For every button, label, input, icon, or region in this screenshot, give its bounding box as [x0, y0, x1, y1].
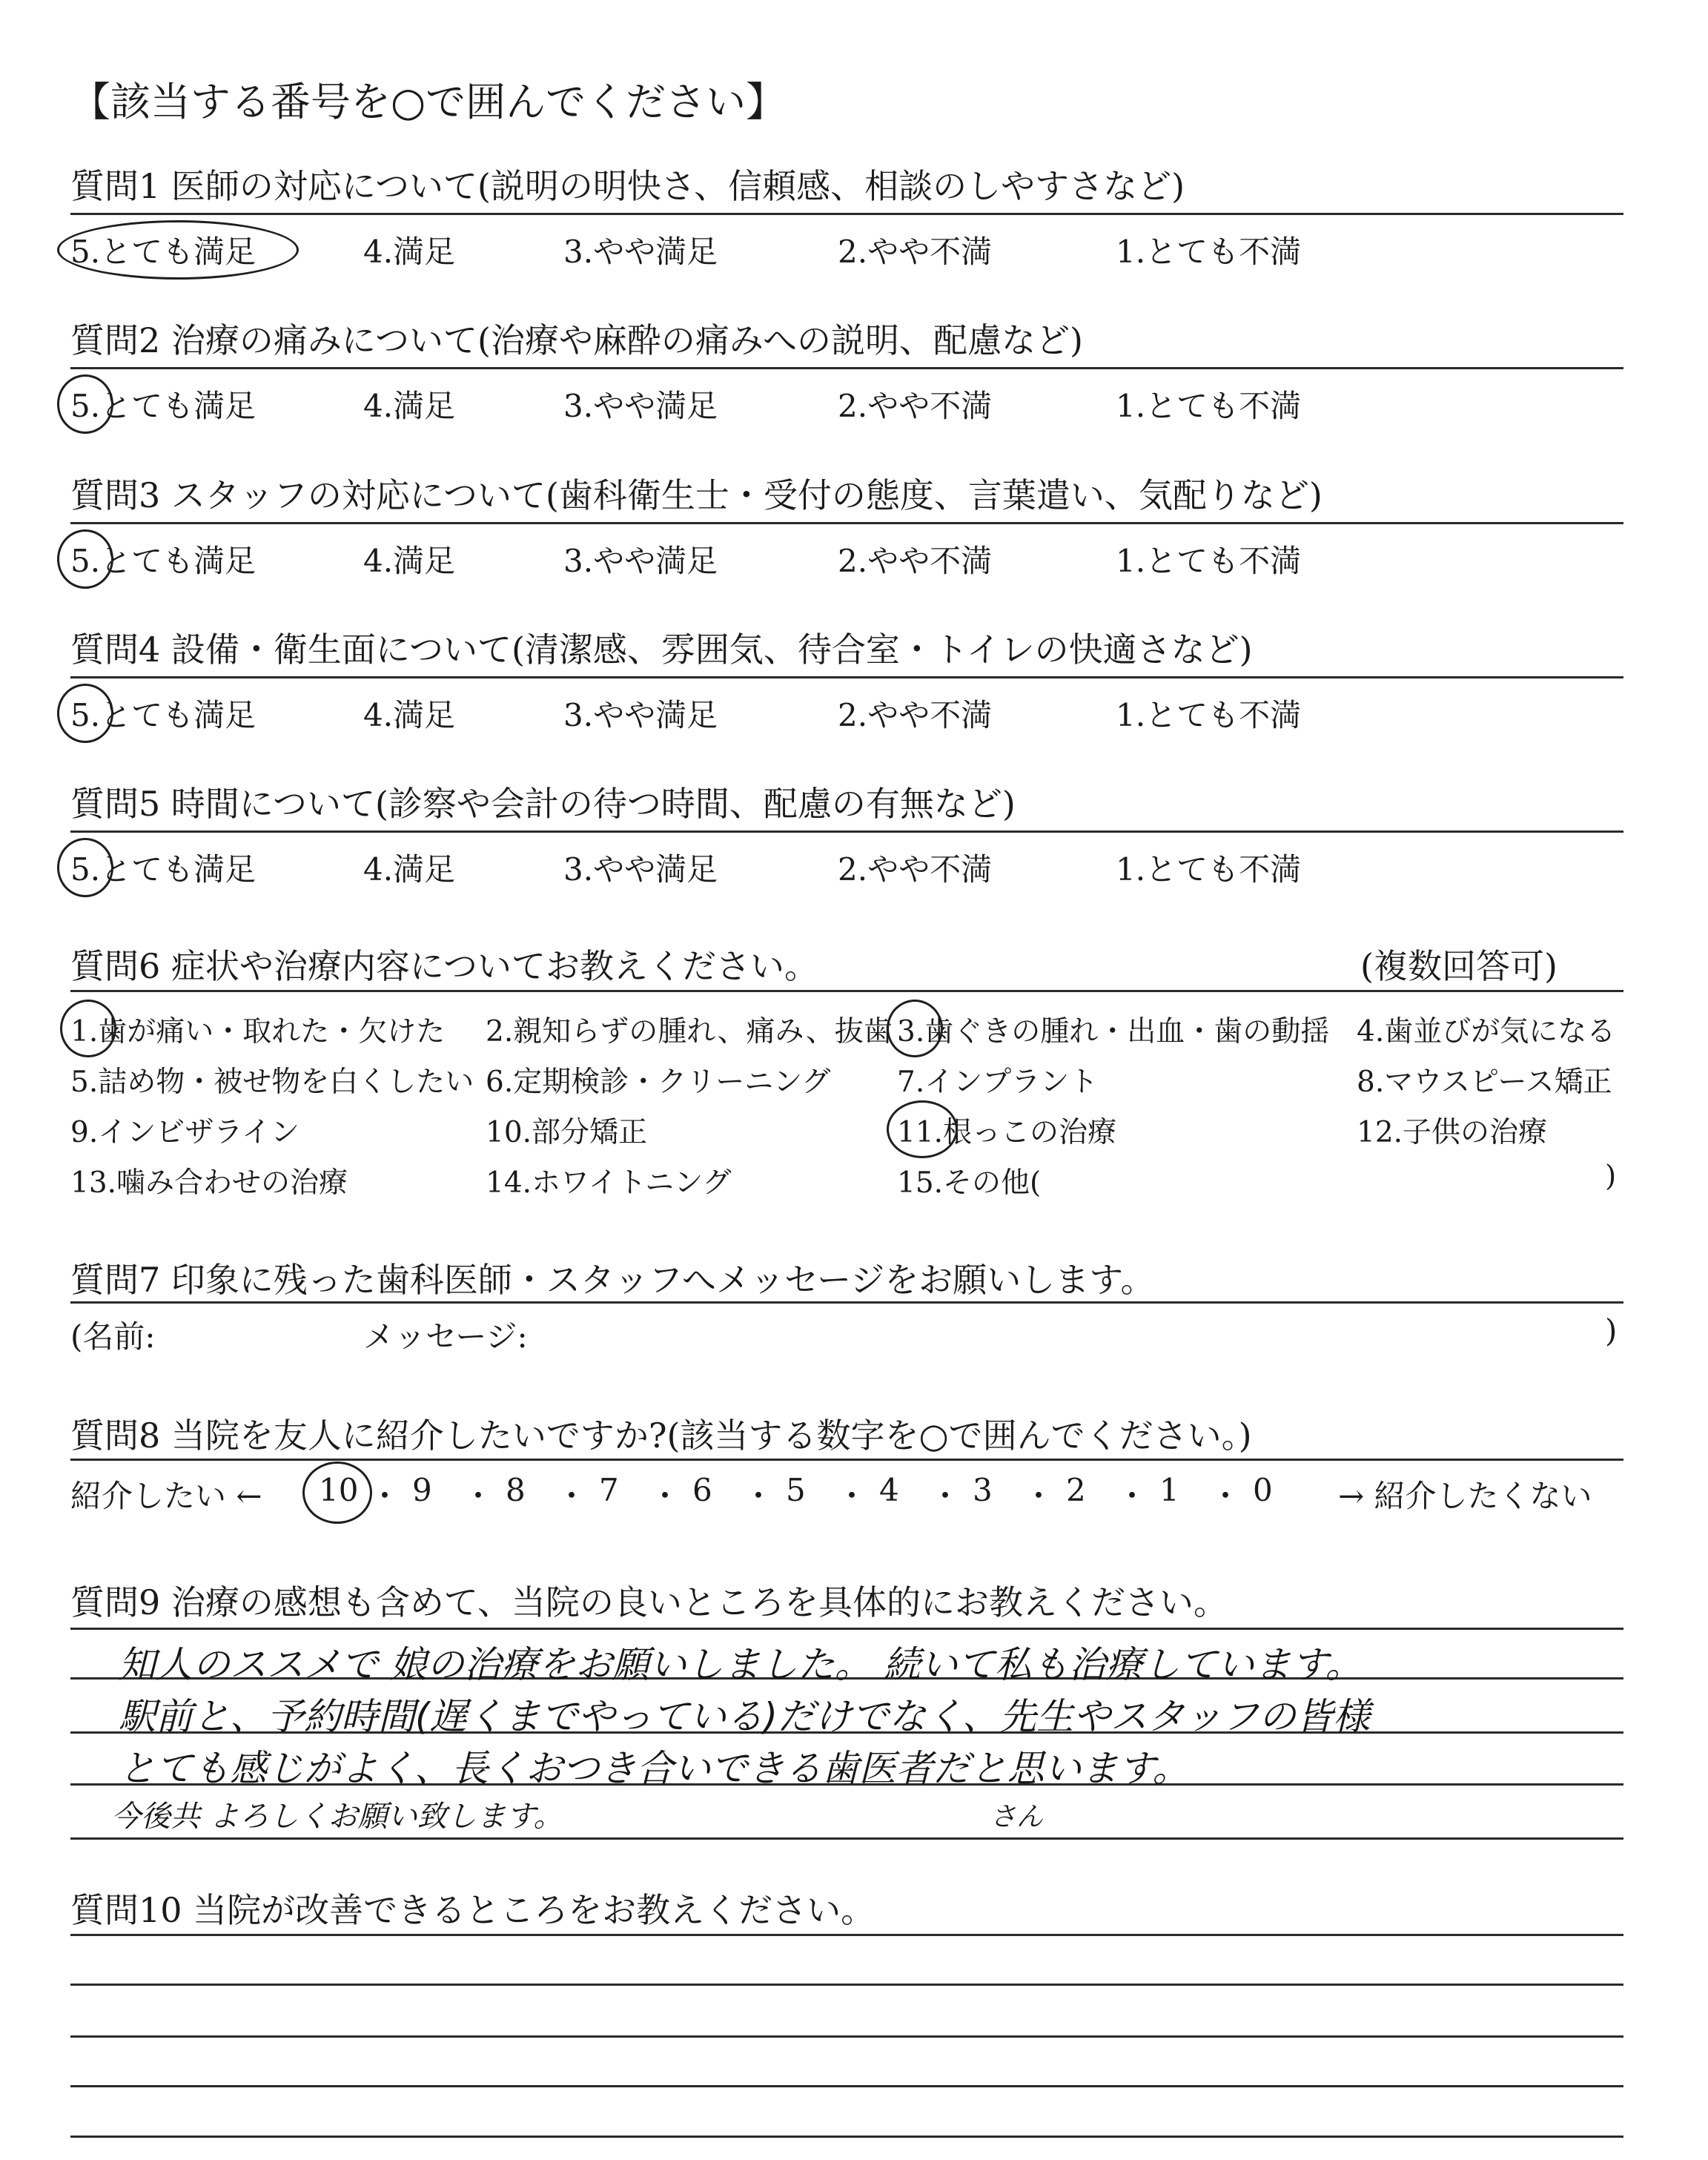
q1-title: 質問1 医師の対応について(説明の明快さ、信頼感、相談のしやすさなど) — [70, 166, 1185, 206]
q8-dot: ・ — [463, 1478, 494, 1514]
q9-insert-note: さん — [990, 1802, 1044, 1832]
q8-dot: ・ — [649, 1478, 681, 1514]
q6-option-12[interactable]: 12.子供の治療 — [1357, 1116, 1548, 1149]
q8-score-1[interactable]: 1 — [1159, 1472, 1179, 1508]
q1-option-4[interactable]: 4.満足 — [363, 234, 456, 270]
q8-left-label: 紹介したい ← — [70, 1478, 262, 1514]
q9-answer-line: 知人のススメで 娘の治療をお願いしました。 続いて私も治療しています。 — [119, 1643, 1363, 1686]
q8-score-9[interactable]: 9 — [412, 1472, 432, 1508]
q5-option-4[interactable]: 4.満足 — [363, 851, 456, 888]
q1-option-2[interactable]: 2.やや不満 — [838, 234, 993, 270]
q8-dot: ・ — [930, 1478, 961, 1514]
q5-rule — [70, 830, 1623, 833]
q1-option-1[interactable]: 1.とても不満 — [1116, 234, 1302, 270]
q2-rule — [70, 367, 1623, 369]
q5-option-5[interactable]: 5.とても満足 — [70, 851, 256, 888]
q4-title: 質問4 設備・衛生面について(清潔感、雰囲気、待合室・トイレの快適さなど) — [70, 630, 1253, 670]
q7-close: ) — [1605, 1312, 1618, 1349]
q8-score-0[interactable]: 0 — [1253, 1472, 1273, 1508]
q6-title: 質問6 症状や治療内容についてお教えください。 — [70, 946, 818, 986]
q1-option-5[interactable]: 5.とても満足 — [70, 234, 256, 270]
q4-selection-circle — [57, 684, 113, 743]
q10-rule — [70, 1984, 1623, 1986]
q8-dot: ・ — [836, 1478, 868, 1514]
q6-option-14[interactable]: 14.ホワイトニング — [486, 1166, 732, 1200]
q8-dot: ・ — [1116, 1478, 1148, 1514]
q6-option-4[interactable]: 4.歯並びが気になる — [1357, 1015, 1616, 1048]
q1-rule — [70, 213, 1623, 215]
q3-option-5[interactable]: 5.とても満足 — [70, 543, 256, 579]
q8-score-4[interactable]: 4 — [879, 1472, 899, 1508]
q4-option-4[interactable]: 4.満足 — [363, 697, 456, 733]
q3-title: 質問3 スタッフの対応について(歯科衛生士・受付の態度、言葉遣い、気配りなど) — [70, 475, 1323, 515]
q9-answer-line: 駅前と、予約時間(遅くまでやっている)だけでなく、先生やスタッフの皆様 — [119, 1695, 1371, 1738]
q8-right-label: → 紹介したくない — [1338, 1478, 1592, 1514]
q4-option-2[interactable]: 2.やや不満 — [838, 697, 993, 733]
q7-title: 質問7 印象に残った歯科医師・スタッフへメッセージをお願いします。 — [70, 1260, 1155, 1300]
q2-option-4[interactable]: 4.満足 — [363, 388, 456, 424]
q2-option-2[interactable]: 2.やや不満 — [838, 388, 993, 424]
q2-option-5[interactable]: 5.とても満足 — [70, 388, 256, 424]
q6-selection-circle-11 — [887, 1100, 958, 1158]
q4-rule — [70, 676, 1623, 678]
q9-rule — [70, 1837, 1623, 1840]
q6-option-2[interactable]: 2.親知らずの腫れ、痛み、抜歯 — [486, 1015, 893, 1048]
q6-option-6[interactable]: 6.定期検診・クリーニング — [486, 1066, 831, 1099]
q2-title: 質問2 治療の痛みについて(治療や麻酔の痛みへの説明、配慮など) — [70, 320, 1083, 360]
q6-option-11[interactable]: 11.根っこの治療 — [897, 1116, 1117, 1149]
q3-option-1[interactable]: 1.とても不満 — [1116, 543, 1302, 579]
q6-option-9[interactable]: 9.インビザライン — [70, 1116, 300, 1149]
q2-option-3[interactable]: 3.やや満足 — [563, 388, 718, 424]
q8-score-5[interactable]: 5 — [786, 1472, 806, 1508]
q9-rule — [70, 1628, 1623, 1630]
form-header: 【該当する番号を○で囲んでください】 — [70, 79, 787, 125]
q5-title: 質問5 時間について(診察や会計の待つ時間、配慮の有無など) — [70, 784, 1016, 824]
q2-option-1[interactable]: 1.とても不満 — [1116, 388, 1302, 424]
q4-option-1[interactable]: 1.とても不満 — [1116, 697, 1302, 733]
q9-answer-line: とても感じがよく、長くおつき合いできる歯医者だと思います。 — [119, 1747, 1190, 1790]
q8-score-10[interactable]: 10 — [319, 1472, 359, 1508]
q6-option-7[interactable]: 7.インプラント — [897, 1066, 1099, 1099]
q8-dot: ・ — [743, 1478, 775, 1514]
q3-option-4[interactable]: 4.満足 — [363, 543, 456, 579]
q10-title: 質問10 当院が改善できるところをお教えください。 — [70, 1890, 875, 1930]
q6-option-15[interactable]: 15.その他( — [897, 1166, 1042, 1200]
q3-option-2[interactable]: 2.やや不満 — [838, 543, 993, 579]
q6-option-10[interactable]: 10.部分矯正 — [486, 1116, 648, 1149]
q8-score-2[interactable]: 2 — [1066, 1472, 1086, 1508]
q4-option-3[interactable]: 3.やや満足 — [563, 697, 718, 733]
q8-score-8[interactable]: 8 — [506, 1472, 526, 1508]
q1-selection-circle — [57, 220, 299, 280]
q7-rule — [70, 1301, 1623, 1304]
q6-option-5[interactable]: 5.詰め物・被せ物を白くしたい — [70, 1066, 474, 1099]
q6-note: (複数回答可) — [1360, 946, 1558, 986]
q2-selection-circle — [57, 374, 113, 434]
q8-score-3[interactable]: 3 — [973, 1472, 993, 1508]
q8-dot: ・ — [1210, 1478, 1242, 1514]
q6-option-3[interactable]: 3.歯ぐきの腫れ・出血・歯の動揺 — [897, 1015, 1330, 1048]
q8-dot: ・ — [1023, 1478, 1055, 1514]
q3-selection-circle — [57, 529, 113, 589]
q8-score-6[interactable]: 6 — [692, 1472, 712, 1508]
q5-selection-circle — [57, 838, 113, 897]
q9-answer-line: 今後共 よろしくお願い致します。 — [111, 1800, 563, 1834]
q6-option-1[interactable]: 1.歯が痛い・取れた・欠けた — [70, 1015, 446, 1048]
q6-selection-circle-3 — [887, 1000, 943, 1057]
q8-title: 質問8 当院を友人に紹介したいですか?(該当する数字を○で囲んでください。) — [70, 1416, 1252, 1456]
q7-name-label: (名前: — [70, 1318, 156, 1355]
q9-title: 質問9 治療の感想も含めて、当院の良いところを具体的にお教えください。 — [70, 1582, 1228, 1622]
q10-rule — [70, 1934, 1623, 1936]
q8-selection-circle — [302, 1462, 372, 1524]
q5-option-3[interactable]: 3.やや満足 — [563, 851, 718, 888]
q10-rule — [70, 2085, 1623, 2087]
q8-dot: ・ — [556, 1478, 588, 1514]
q6-rule — [70, 990, 1623, 992]
q6-option-13[interactable]: 13.噛み合わせの治療 — [70, 1166, 348, 1200]
q7-message-label: メッセージ: — [363, 1318, 528, 1355]
q6-option-close: ) — [1605, 1160, 1617, 1193]
q8-rule — [70, 1459, 1623, 1461]
q4-option-5[interactable]: 5.とても満足 — [70, 697, 256, 733]
q6-option-8[interactable]: 8.マウスピース矯正 — [1357, 1066, 1612, 1099]
q5-option-1[interactable]: 1.とても不満 — [1116, 851, 1302, 888]
q8-score-7[interactable]: 7 — [599, 1472, 619, 1508]
q8-dot: ・ — [369, 1478, 401, 1514]
q10-rule — [70, 2035, 1623, 2038]
q6-selection-circle-1 — [60, 1000, 116, 1057]
q3-option-3[interactable]: 3.やや満足 — [563, 543, 718, 579]
q5-option-2[interactable]: 2.やや不満 — [838, 851, 993, 888]
q3-rule — [70, 522, 1623, 524]
q1-option-3[interactable]: 3.やや満足 — [563, 234, 718, 270]
q10-rule — [70, 2136, 1623, 2138]
